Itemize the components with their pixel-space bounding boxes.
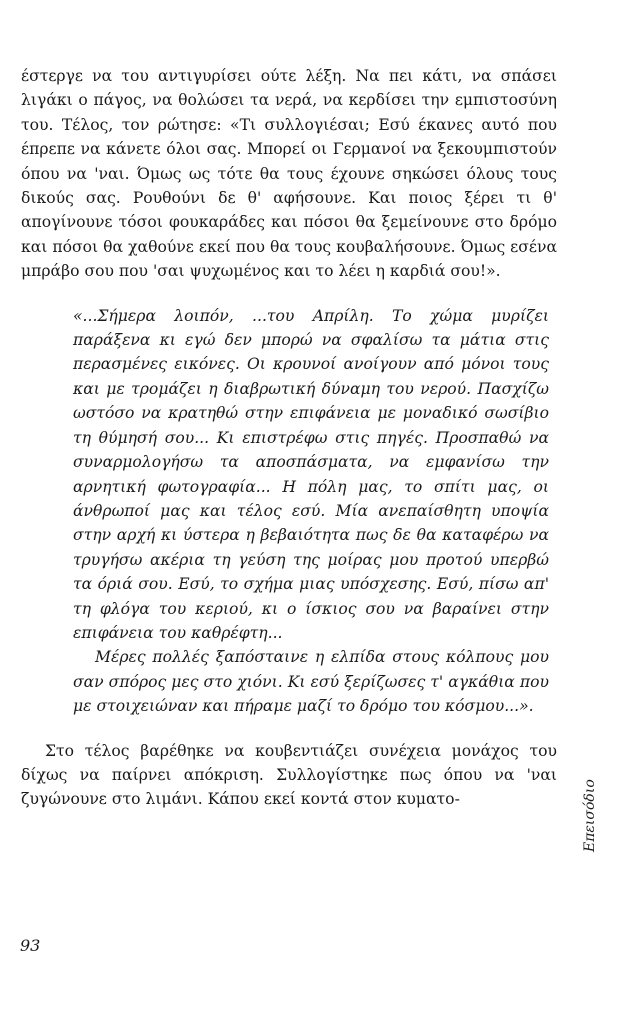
- page-number: 93: [20, 936, 41, 955]
- quote-paragraph: Μέρες πολλές ξαπόσταινε η ελπίδα στους κόλπους μου σαν σπόρος μες στο χιόνι. Κι εσύ ξερίζωσες τ' αγκάθια που με στοιχειώναν και πήραμε μαζί το δρόμο του κόσμου...».: [73, 648, 549, 716]
- quote-paragraph: «...Σήμερα λοιπόν, ...του Απρίλη. Το χώμα μυρίζει παράξενα κι εγώ δεν μπορώ να σφαλίσω τα μάτια στις περασμένες εικόνες. Οι κρουνοί ανοίγουν από μόνοι τους και με τρομάζει η διαβρωτική δύναμη του νερού. Πασχίζω ωστόσο να κρατηθώ στην επιφάνεια με μοναδικό σωσίβιο τη θύμησή σου... Κι επιστρέφω στις πηγές. Προσπαθώ να συναρμολογήσω τα αποσπάσματα, να εμφανίσω την αρνητική φωτογραφία... Η πόλη μας, το σπίτι μας, οι άνθρωποί μας και τέλος εσύ. Μία ανεπαίσθητη υποψία στην αρχή κι ύστερα η βεβαιότητα πως δε θα καταφέρω να τρυγήσω ακέρια τη γεύση της μοίρας μου προτού υπερβώ τα όριά σου. Εσύ, το σχήμα μιας υπόσχεσης. Εσύ, πίσω απ' τη φλόγα του κεριού, κι ο ίσκιος σου να βαραίνει στην επιφάνεια του καθρέφτη...: [73, 306, 549, 642]
- paragraph: έστεργε να του αντιγυρίσει ούτε λέξη. Να πει κάτι, να σπάσει λιγάκι ο πάγος, να θολώσει τα νερά, να κερδίσει την εμπιστοσύνη του. Τέλος, τον ρώτησε: «Τι συλλογιέσαι; Εσύ έκανες αυτό που έπρεπε να κάνετε όλοι σας. Μπορεί οι Γερμανοί να ξεκουμπιστούν όπου να 'ναι. Όμως ως τότε θα τους έχουνε σηκώσει όλους τους δικούς σας. Ρουθούνι δε θ' αφήσουνε. Και ποιος ξέρει τι θ' απογίνουνε τόσοι φουκαράδες και πόσοι θα ξεμείνουνε στο δρόμο και πόσοι θα χαθούνε εκεί που θα τους κουβαλήσουνε. Όμως εσένα μπράβο σου που 'σαι ψυχωμένος και το λέει η καρδιά σου!».: [21, 67, 557, 281]
- italic-quote-block: [73, 304, 549, 719]
- page-body: [21, 64, 557, 812]
- paragraph: Στο τέλος βαρέθηκε να κουβεντιάζει συνέχεια μονάχος του δίχως να παίρνει απόκριση. Συλλογίστηκε πως όπου να 'ναι ζυγώνουνε στο λιμάνι. Κάπου εκεί κοντά στον κυματο-: [21, 741, 557, 809]
- running-head: Επεισόδιο: [582, 779, 598, 852]
